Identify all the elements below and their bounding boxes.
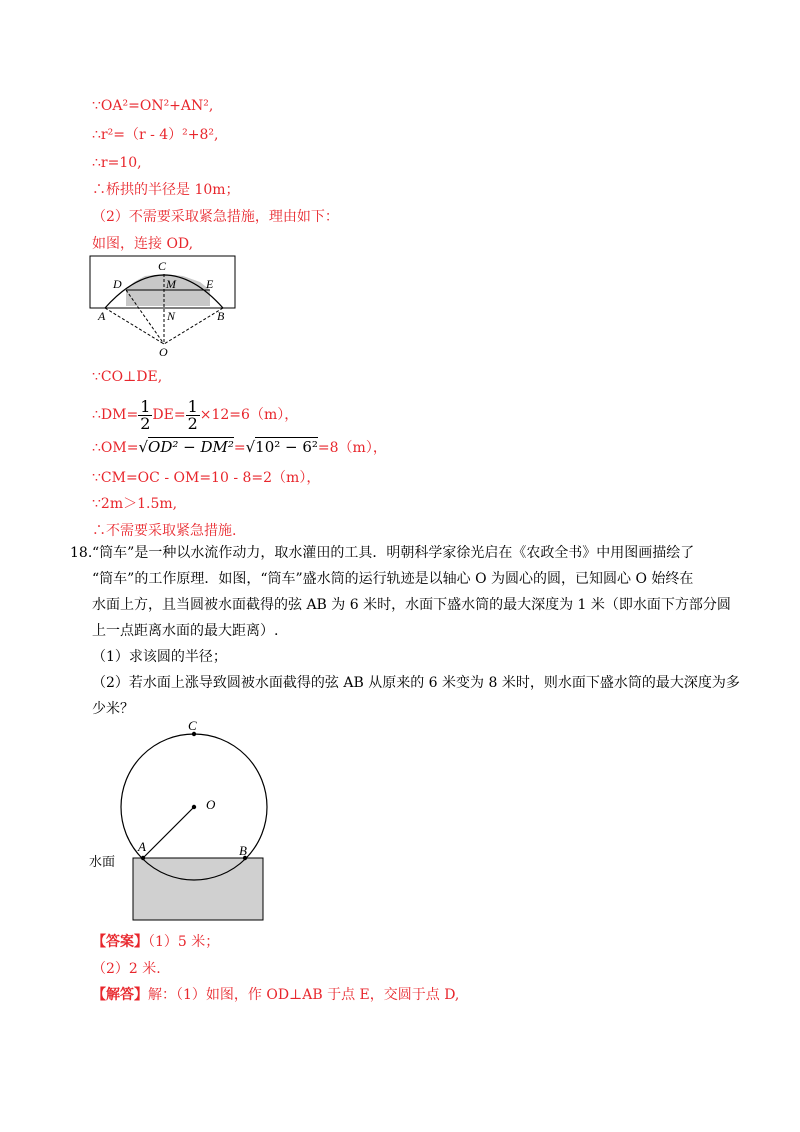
de-part: DE= bbox=[152, 407, 186, 423]
frac-den-2: 2 bbox=[187, 413, 198, 433]
solution-line-4: ∴桥拱的半径是 10m； bbox=[92, 182, 240, 198]
label-c: C bbox=[158, 259, 167, 273]
bridge-arch-figure bbox=[88, 252, 248, 364]
bridge-arch-svg bbox=[88, 252, 248, 360]
frac-num-2: 1 bbox=[187, 396, 198, 416]
label-m: M bbox=[166, 277, 176, 291]
solution-text: 解：（1）如图，作 OD⊥AB 于点 E，交圆于点 D, bbox=[148, 987, 460, 1003]
answer-line bbox=[92, 933, 219, 951]
problem-text-4: 上一点距离水面的最大距离）. bbox=[92, 623, 279, 639]
solution-start bbox=[92, 986, 459, 1004]
half-fraction-1 bbox=[138, 396, 152, 433]
half-fraction-2 bbox=[186, 396, 200, 433]
label-o: O bbox=[159, 345, 168, 359]
question-2a: （2）若水面上涨导致圆被水面截得的弦 AB 从原来的 6 米变为 8 米时，则水面下盛水筒的最大深度为多 bbox=[92, 675, 740, 691]
water-wheel-svg bbox=[85, 718, 285, 923]
dm-result: ×12=6（m）， bbox=[199, 407, 299, 423]
radicand-2: 10² − 6² bbox=[255, 438, 318, 456]
solution-line-7: ∵CO⊥DE, bbox=[92, 369, 163, 385]
frac-num-1: 1 bbox=[140, 396, 151, 416]
problem-text-3: 水面上方，且当圆被水面截得的弦 AB 为 6 米时，水面下盛水筒的最大深度为 1 米（即水面下方部分圆 bbox=[92, 597, 731, 613]
om-prefix: ∴OM= bbox=[92, 440, 139, 456]
om-eq: = bbox=[233, 440, 246, 456]
solution-line-5: （2）不需要采取紧急措施，理由如下： bbox=[92, 209, 339, 225]
wheel-label-a: A bbox=[138, 839, 146, 854]
solution-line-2: ∴r²=（r - 4）²+8², bbox=[92, 127, 219, 143]
solution-line-12: ∴不需要采取紧急措施. bbox=[92, 523, 237, 539]
radicand-1: OD² − DM² bbox=[148, 438, 234, 456]
solution-line-10: ∵CM=OC - OM=10 - 8=2（m）， bbox=[92, 470, 321, 486]
label-e: E bbox=[206, 277, 214, 291]
problem-text-2: “筒车”的工作原理．如图，“筒车”盛水筒的运行轨迹是以轴心 O 为圆心的圆，已知圆心 O 始终在 bbox=[92, 571, 694, 587]
water-surface-label: 水面 bbox=[89, 855, 116, 870]
om-result: =8（m）， bbox=[317, 440, 387, 456]
solution-tag: 【解答】 bbox=[92, 987, 148, 1003]
wheel-label-o: O bbox=[206, 797, 216, 812]
answer-1: （1）5 米； bbox=[148, 934, 220, 950]
solution-line-8 bbox=[92, 397, 298, 433]
solution-line-1: ∵OA²=ON²+AN², bbox=[92, 98, 214, 114]
frac-den-1: 2 bbox=[140, 413, 151, 433]
label-n: N bbox=[167, 309, 176, 323]
label-b: B bbox=[217, 309, 225, 323]
dm-prefix: ∴DM= bbox=[92, 407, 139, 423]
label-a: A bbox=[98, 309, 106, 323]
water-wheel-figure bbox=[85, 718, 285, 927]
solution-line-3: ∴r=10, bbox=[92, 155, 142, 171]
wheel-label-b: B bbox=[239, 843, 247, 858]
problem-text-1: “筒车”是一种以水流作动力，取水灌田的工具．明朝科学家徐光启在《农政全书》中用图画描绘了 bbox=[92, 545, 695, 561]
label-d: D bbox=[113, 277, 122, 291]
problem-number: 18. bbox=[70, 545, 93, 561]
answer-2: （2）2 米. bbox=[92, 961, 161, 977]
sqrt-sign-2: √ bbox=[245, 438, 256, 456]
solution-line-9 bbox=[92, 438, 387, 457]
solution-line-11: ∵2m＞1.5m, bbox=[92, 496, 178, 512]
solution-line-6: 如图，连接 OD, bbox=[92, 236, 194, 252]
wheel-label-c: C bbox=[188, 718, 197, 733]
question-1: （1）求该圆的半径； bbox=[92, 649, 227, 665]
answer-tag: 【答案】 bbox=[92, 934, 148, 950]
sqrt-sign-1: √ bbox=[138, 438, 149, 456]
question-2b: 少米？ bbox=[92, 701, 134, 717]
